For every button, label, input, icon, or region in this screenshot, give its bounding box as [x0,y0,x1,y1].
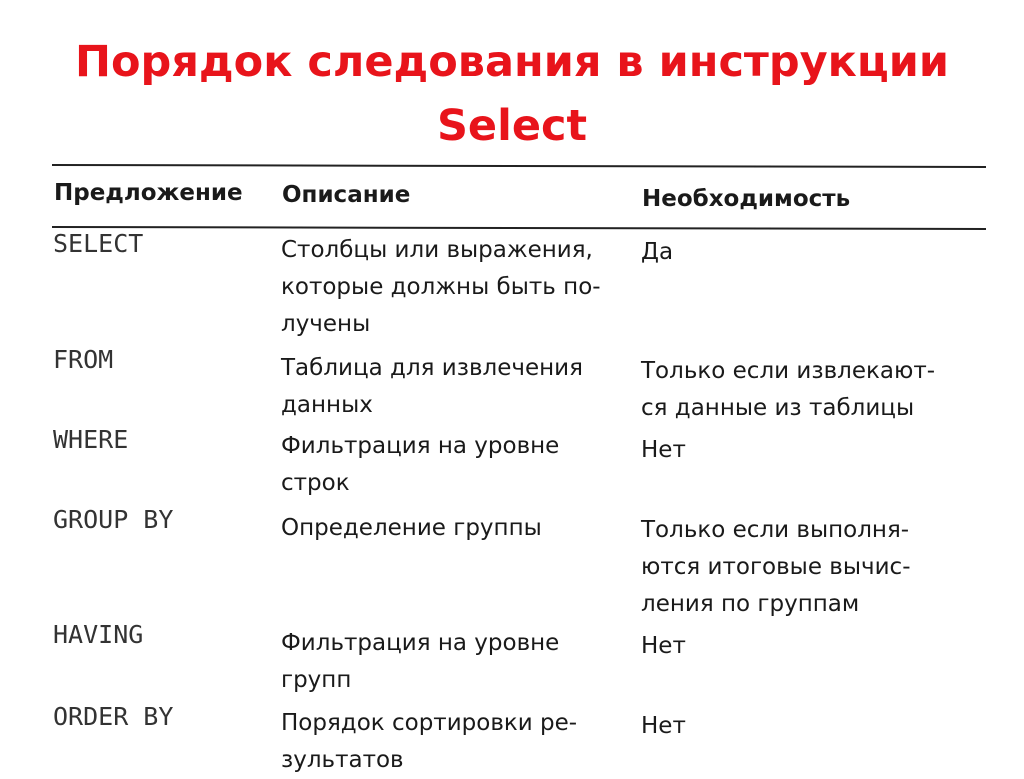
description-line: Порядок сортировки ре- [281,710,578,736]
table-row-group-by-requirement [641,512,911,623]
description-line: групп [281,667,352,693]
requirement-line: Нет [641,713,686,739]
table-row-select-clause: SELECT [53,229,144,258]
table-row-where-description [281,428,559,502]
description-line: которые должны быть по- [281,274,601,300]
description-line: лучены [281,311,371,337]
description-line: зультатов [281,747,404,773]
requirement-line: Да [641,239,674,265]
table-row-order-by-description [281,705,577,779]
requirement-line: Нет [641,437,686,463]
table-row-from-requirement [641,353,935,427]
table-row-having-clause: HAVING [53,620,144,649]
table-row-where-requirement [641,432,686,469]
table-row-having-description [281,625,559,699]
description-line: Таблица для извлечения [281,355,583,381]
table-row-where-clause: WHERE [53,425,129,454]
description-line: Фильтрация на уровне [281,433,560,459]
table-row-from-clause: FROM [53,345,114,374]
slide-title [0,30,1024,158]
requirement-line: ления по группам [641,591,860,617]
table-row-group-by-clause: GROUP BY [53,505,174,534]
requirement-line: ся данные из таблицы [641,395,915,421]
table-row-order-by-requirement [641,708,686,745]
description-line: Определение группы [281,515,542,541]
table-row-select-description [281,232,601,343]
table-header-rule [52,226,986,230]
table-row-group-by-description [281,510,542,547]
requirement-line: Нет [641,633,686,659]
requirement-line: ются итоговые вычис- [641,554,911,580]
column-header-description: Описание [282,182,411,208]
description-line: строк [281,470,350,496]
description-line: Столбцы или выражения, [281,237,593,263]
table-row-having-requirement [641,628,686,665]
slide-title-line-1: Порядок следования в инструкции [75,37,949,87]
column-header-clause: Предложение [54,180,243,206]
table-row-order-by-clause: ORDER BY [53,702,174,731]
column-header-requirement: Необходимость [642,186,851,212]
description-line: данных [281,392,373,418]
table-row-from-description [281,350,583,424]
slide-title-line-2: Select [436,101,588,151]
table-row-select-requirement [641,234,673,271]
table-top-rule [52,164,986,168]
requirement-line: Только если извлекают- [641,358,936,384]
description-line: Фильтрация на уровне [281,630,560,656]
requirement-line: Только если выполня- [641,517,910,543]
